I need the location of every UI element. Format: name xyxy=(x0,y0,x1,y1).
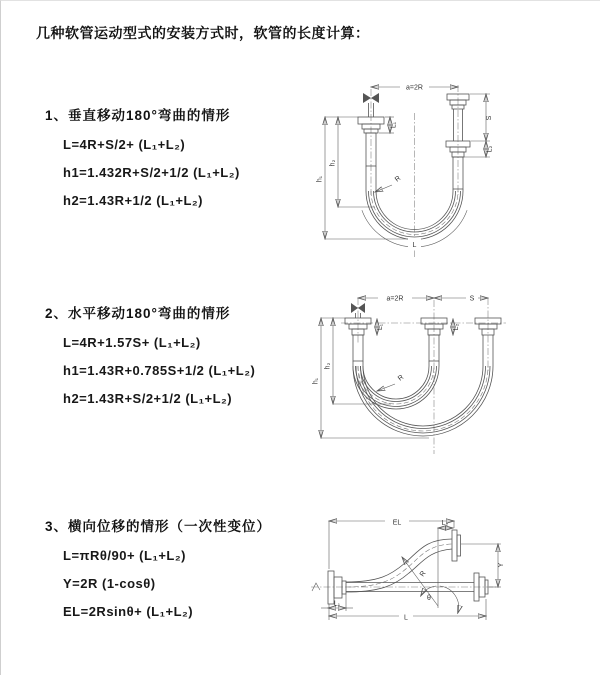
radius-label: R xyxy=(396,373,406,383)
section3-heading: 3、横向位移的情形（一次性变位） xyxy=(45,519,272,534)
dim-label-a2r: a=2R xyxy=(386,295,404,303)
dim-label-l1: L₁ xyxy=(390,121,398,129)
radius-label: R xyxy=(393,174,403,184)
dim-label-l2: L₂ xyxy=(441,520,449,527)
section3-formula-EL: EL=2Rsinθ+ (L₁+L₂) xyxy=(63,604,194,619)
section3-formula-Y: Y=2R (1-cosθ) xyxy=(63,576,156,591)
section1-formula-h1: h1=1.432R+S/2+1/2 (L₁+L₂) xyxy=(63,165,240,180)
hose-u-bend xyxy=(353,366,439,409)
dim-label-l1: L₁ xyxy=(333,600,341,608)
hose-s-curve xyxy=(346,539,452,582)
diagram-vertical-180-bend xyxy=(313,71,573,263)
dim-label-h2: h₂ xyxy=(329,159,337,167)
length-label: L xyxy=(404,614,408,622)
section2-formula-L: L=4R+1.57S+ (L₁+L₂) xyxy=(63,335,201,350)
section2-formula-h2: h2=1.43R+S/2+1/2 (L₁+L₂) xyxy=(63,391,233,406)
section1-formula-h2: h2=1.43R+1/2 (L₁+L₂) xyxy=(63,193,204,208)
dim-label-l2: L₂ xyxy=(453,323,460,331)
section3-formula-L: L=πRθ/90+ (L₁+L₂) xyxy=(63,548,186,563)
valve-icon xyxy=(363,93,371,103)
dim-label-l1: L₁ xyxy=(377,323,384,331)
dim-label-s: S xyxy=(486,115,493,121)
valve-icon xyxy=(351,303,358,313)
dim-label-h2: h₂ xyxy=(324,362,332,370)
section-3 xyxy=(45,518,271,626)
dim-label-h1: h₁ xyxy=(312,377,320,385)
dim-label-y: Y xyxy=(498,562,505,568)
moved-flange xyxy=(452,530,457,561)
dim-label-l2: L₂ xyxy=(486,145,494,153)
angle-label: θ xyxy=(427,595,431,602)
page-title: 几种软管运动型式的安装方式时，软管的长度计算： xyxy=(36,25,370,41)
section1-heading: 1、垂直移动180°弯曲的情形 xyxy=(45,108,231,123)
section2-formula-h1: h1=1.43R+0.785S+1/2 (L₁+L₂) xyxy=(63,363,256,378)
length-label: L xyxy=(412,242,417,249)
radius-label: R xyxy=(418,569,428,579)
section-2 xyxy=(45,305,255,413)
dim-label-a2r: a=2R xyxy=(406,84,423,92)
section-1 xyxy=(45,107,240,215)
section1-formula-L: L=4R+S/2+ (L₁+L₂) xyxy=(63,137,186,152)
left-flange xyxy=(328,571,334,604)
section2-heading: 2、水平移动180°弯曲的情形 xyxy=(45,306,231,321)
dim-label-s: S xyxy=(469,295,475,303)
dim-label-h1: h₁ xyxy=(316,175,324,183)
diagram-horizontal-180-bend xyxy=(311,286,596,464)
dim-label-el: EL xyxy=(392,519,402,527)
diagram-lateral-displacement xyxy=(301,501,600,653)
